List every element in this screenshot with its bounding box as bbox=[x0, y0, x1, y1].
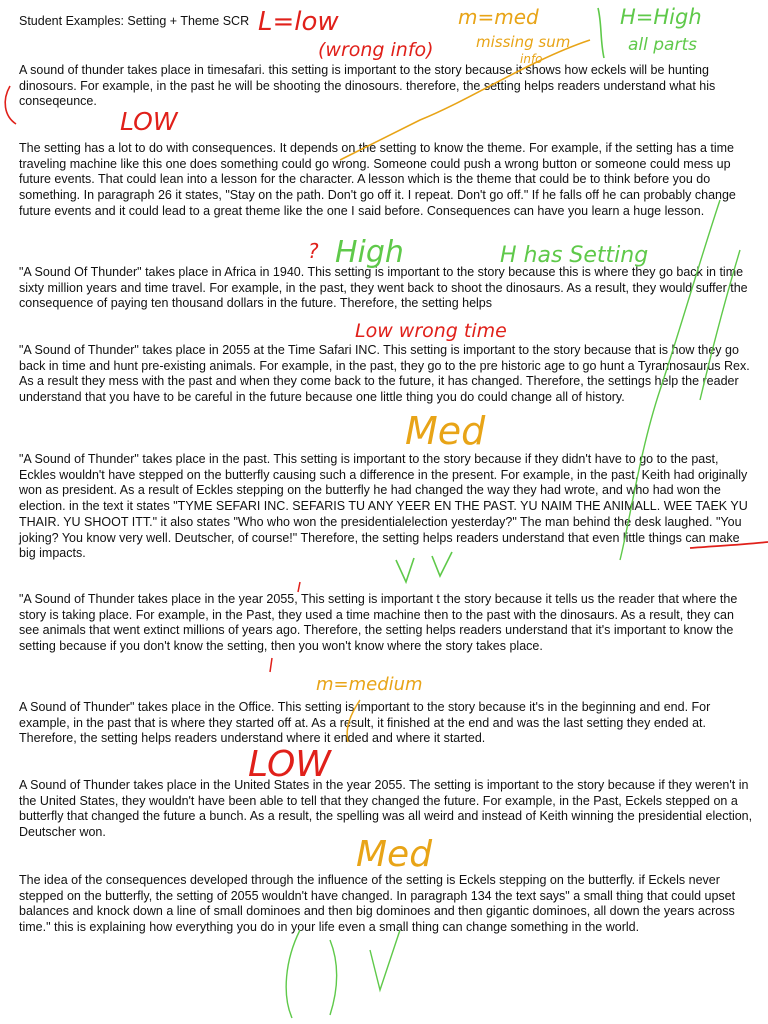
green-check-mark-3 bbox=[370, 930, 400, 990]
grade-med-example-4: Med bbox=[405, 409, 486, 453]
red-tick-mark-2 bbox=[270, 658, 272, 672]
student-example-8: A Sound of Thunder takes place in the United States in the year 2055. The setting is important to the story because if they weren't in the United States, they wouldn't have been able to tell that they changed the future. For example, in the Past, Eckels stepped on a butterfly that changed the future a bunch. As a result, the spelling was all weird and instead of Keith winning the presidential election, Deutscher won. bbox=[19, 778, 753, 840]
grade-medium-example-6: m=medium bbox=[316, 674, 423, 695]
green-loop-stroke-2 bbox=[330, 940, 337, 1015]
legend-med-note: missing sum bbox=[476, 33, 571, 51]
grade-high-example-3: High bbox=[335, 235, 404, 270]
grade-med-example-8: Med bbox=[356, 834, 433, 875]
grade-note-example-3: H has Setting bbox=[500, 243, 649, 268]
legend-med-note-2: info bbox=[520, 52, 543, 66]
legend-high-label: H=High bbox=[620, 5, 702, 29]
student-example-1: A sound of thunder takes place in timesafari. this setting is important to the story because it shows how eckels will be hunting dinosours. For example, in the past he will be shooting the dinosours. therefore, the setting helps readers understand what his conseqeunce. bbox=[19, 63, 716, 109]
legend-med-label: m=med bbox=[458, 5, 539, 29]
student-example-7: A Sound of Thunder" takes place in the Office. This setting is important to the story because it's in the beginning and end. For example, in the past that is where they started off at. As a result, it finished at the end and was the last setting they ended at. Therefore, the setting helps readers understand where it ended and where it started. bbox=[19, 700, 711, 746]
grade-low-example-7: LOW bbox=[248, 744, 331, 785]
question-mark: ? bbox=[308, 239, 319, 263]
legend-high-note: all parts bbox=[628, 35, 697, 55]
legend-divider-stroke bbox=[598, 8, 604, 58]
margin-bracket-mark bbox=[5, 86, 16, 124]
student-example-3: "A Sound Of Thunder" takes place in Africa in 1940. This setting is important to the story because this is where they go back in time sixty million years and time travel. For example, in the past, they went back to shoot the dinosaurs. As a result, they would suffer the consequence of paying ten thousand dollars in the future. Therefore, the setting helps bbox=[19, 265, 748, 311]
legend-low-label: L=low bbox=[258, 7, 339, 37]
student-example-2: The setting has a lot to do with consequences. It depends on the setting to know the theme. For example, if the setting has a time traveling machine like this one does something could go wrong. Someone could push a wrong button or someone could mess up future events. That could lean into a lesson for the character. A lesson which is the theme that could be to think before you do something. In paragraph 26 it states, "Stay on the path. Don't go off it. I repeat. Don't go off." If he falls off he can probably change future events and it could lead to a great theme like the one I said before. Consequences can have you learn a huge lesson. bbox=[19, 141, 736, 218]
grade-low-example-1: LOW bbox=[120, 107, 178, 136]
document-title: Student Examples: Setting + Theme SCR bbox=[19, 14, 250, 28]
green-loop-stroke-1 bbox=[286, 930, 300, 1018]
grade-low-wrong-time: Low wrong time bbox=[355, 320, 507, 342]
legend-low-note: (wrong info) bbox=[318, 39, 434, 61]
student-example-4: "A Sound of Thunder" takes place in 2055 at the Time Safari INC. This setting is important to the story because that is how they go back in time and hunt pre-existing animals. For example, in the past, they go to the pre historic age to go hunt a Tyrannosaurus Rex. As a result they mess with the past and when they come back to the future, it has changed. Therefore, the settings help the reader understand that you have to be careful in the future because one little thing you do could change all of history. bbox=[19, 343, 750, 405]
student-example-6: "A Sound of Thunder takes place in the year 2055, This setting is important t the story because it tells us the reader that where the story is taking place. For example, in the Past, they used a time machine then to the past with the dinosaurs. As a result, they can see animals that went extinct millions of years ago. Therefore, the setting helps readers understand that it's important to know the setting because if you don't know the setting, then you won't know where the story takes place. bbox=[19, 592, 738, 654]
red-tick-mark-1 bbox=[298, 582, 300, 592]
student-example-9: The idea of the consequences developed through the influence of the setting is Eckels stepping on the butterfly. if Eckels never stepped on the butterfly, the setting of 2055 wouldn't have changed. In paragraph 134 the text says" a small thing that could upset balances and knock down a line of small dominoes and then big dominoes and then gigantic dominoes, all down the years across time." this is explaining how everything you do in your life even a small thing can change something in the world. bbox=[19, 873, 736, 935]
student-example-5: "A Sound of Thunder" takes place in the past. This setting is important to the story because if they didn't have to go to the past, Eckles wouldn't have stepped on the butterfly causing such a difference in the present. For example, in the past, Keith had originally won as president. As a result of Eckles stepping on the butterfly he had changed the way they had wrote, and who had won the election. in the text it states "TYME SEFARI INC. SEFARIS TU ANY YEER EN THE PAST. YU NAIM THE ANIMALL. WEE TAEK YU THAIR. YU SHOOT ITT." it also states "Who who won the presidentialelection yesterday?" The man behind the desk laughed. "You joking? You know very well. Deutscher, of course!" Therefore, the setting helps readers understand that even little things can make big impacts. bbox=[19, 452, 748, 561]
